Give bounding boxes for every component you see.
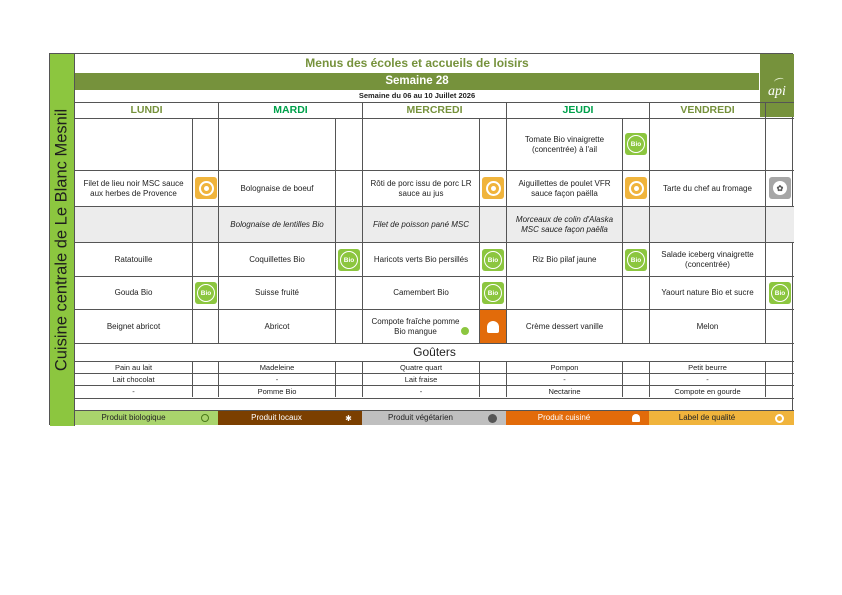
- bio-icon: Bio: [338, 249, 360, 271]
- day-header-mardi: MARDI: [218, 102, 362, 118]
- snack-icon-cell: [335, 361, 362, 373]
- menu-cell: [649, 206, 765, 242]
- week-dates: Semaine du 06 au 10 Juillet 2026: [358, 91, 476, 100]
- menu-item-jeudi-garniture: Riz Bio pilaf jaune: [506, 242, 622, 276]
- snack-icon-cell: [192, 385, 218, 397]
- day-header-lundi: LUNDI: [75, 102, 218, 118]
- snack-cell: -: [75, 385, 192, 397]
- day-header-vendredi: [649, 102, 765, 118]
- kitchen-name: Cuisine centrale de Le Blanc Mesnil: [52, 108, 71, 372]
- menu-item-lundi-dessert: Beignet abricot: [75, 309, 192, 343]
- snack-cell: -: [362, 385, 479, 397]
- icon-cell: [765, 309, 794, 343]
- side-banner: [50, 54, 75, 426]
- icon-cell: [479, 170, 506, 206]
- icon-cell: [335, 118, 362, 170]
- legend-bio-icon: [192, 410, 218, 425]
- icon-cell: [335, 309, 362, 343]
- menu-cell: [75, 118, 192, 170]
- snack-cell: Pain au lait: [75, 361, 192, 373]
- snack-cell: Petit beurre: [649, 361, 765, 373]
- chef-hat-icon: [480, 310, 506, 343]
- snack-cell: Compote en gourde: [649, 385, 765, 397]
- menu-cell: [362, 118, 479, 170]
- menu-item-lundi-garniture: Ratatouille: [75, 242, 192, 276]
- snack-icon-cell: [765, 385, 794, 397]
- snack-icon-cell: [622, 373, 649, 385]
- icon-cell: [765, 118, 794, 170]
- menu-item-vendredi-garniture: Salade iceberg vinaigrette (concentrée): [649, 242, 765, 276]
- bio-icon: Bio: [625, 133, 647, 155]
- icon-cell: [479, 309, 506, 343]
- day-header-vendredi-label: VENDREDI: [680, 104, 735, 116]
- icon-cell: [479, 242, 506, 276]
- menu-item-lundi-plat: Filet de lieu noir MSC sauce aux herbes de Provence: [75, 170, 192, 206]
- menu-item-mercredi-garniture: Haricots verts Bio persillés: [362, 242, 479, 276]
- snack-icon-cell: [335, 373, 362, 385]
- menu-item-mercredi-dessert: Compote fraîche pomme Bio mangue: [362, 309, 479, 343]
- icon-cell: [479, 118, 506, 170]
- icon-cell: [192, 276, 218, 309]
- menu-title: Menus des écoles et accueils de loisirs: [305, 56, 529, 70]
- legend-bio: Produit biologique: [75, 410, 192, 425]
- snack-icon-cell: [479, 361, 506, 373]
- snack-cell: Lait fraise: [362, 373, 479, 385]
- menu-item-vendredi-fromage: Yaourt nature Bio et sucre: [649, 276, 765, 309]
- legend-veg: Produit végétarien: [362, 410, 479, 425]
- legend-local: Produit locaux: [218, 410, 335, 425]
- menu-item-vendredi-dessert: Melon: [649, 309, 765, 343]
- legend-quality: Label de qualité: [649, 410, 765, 425]
- snack-cell: Nectarine: [506, 385, 622, 397]
- day-header-mercredi: MERCREDI: [362, 102, 506, 118]
- bio-icon: Bio: [769, 282, 791, 304]
- menu-item-mardi-fromage: Suisse fruité: [218, 276, 335, 309]
- icon-cell: [479, 206, 506, 242]
- snack-cell: Lait chocolat: [75, 373, 192, 385]
- icon-cell: [192, 309, 218, 343]
- icon-cell: [192, 242, 218, 276]
- icon-cell: [192, 206, 218, 242]
- snack-icon-cell: [335, 385, 362, 397]
- icon-cell: [765, 276, 794, 309]
- icon-cell: [622, 118, 649, 170]
- legend-quality-icon: [765, 410, 794, 425]
- snack-icon-cell: [192, 361, 218, 373]
- snack-cell: Madeleine: [218, 361, 335, 373]
- quality-label-icon: [195, 177, 217, 199]
- quality-label-icon: [482, 177, 504, 199]
- bio-icon: Bio: [482, 282, 504, 304]
- bio-icon: Bio: [482, 249, 504, 271]
- bio-icon: Bio: [625, 249, 647, 271]
- snack-cell: Quatre quart: [362, 361, 479, 373]
- quality-label-icon: [625, 177, 647, 199]
- menu-item-jeudi-alt: Morceaux de colin d'Alaska MSC sauce façon paëlla: [506, 206, 622, 242]
- icon-cell: [335, 206, 362, 242]
- day-header-jeudi: JEUDI: [506, 102, 649, 118]
- vegetarian-icon: ✿: [769, 177, 791, 199]
- menu-item-mercredi-fromage: Camembert Bio: [362, 276, 479, 309]
- leaf-icon: [460, 326, 470, 336]
- snack-icon-cell: [192, 373, 218, 385]
- icon-cell: [335, 276, 362, 309]
- legend-cooked-icon: [622, 410, 649, 425]
- spacer-row: [75, 398, 794, 410]
- menu-item-jeudi-dessert: Crème dessert vanille: [506, 309, 622, 343]
- icon-cell: [192, 118, 218, 170]
- legend-local-icon: ✱: [335, 410, 362, 425]
- icon-cell: [765, 242, 794, 276]
- icon-cell: [335, 242, 362, 276]
- menu-cell: [218, 118, 335, 170]
- week-banner: Semaine 28: [75, 73, 759, 90]
- snack-cell: -: [649, 373, 765, 385]
- icon-cell: [335, 170, 362, 206]
- snack-icon-cell: [479, 385, 506, 397]
- menu-item-mardi-garniture: Coquillettes Bio: [218, 242, 335, 276]
- logo-text: api: [768, 84, 786, 99]
- snack-icon-cell: [765, 373, 794, 385]
- menu-item-jeudi-entree: Tomate Bio vinaigrette (concentrée) à l'ail: [506, 118, 622, 170]
- snack-cell: Pompon: [506, 361, 622, 373]
- snack-cell: Pomme Bio: [218, 385, 335, 397]
- icon-cell: [622, 206, 649, 242]
- menu-item-mercredi-plat: Rôti de porc issu de porc LR sauce au jus: [362, 170, 479, 206]
- icon-cell: [765, 170, 794, 206]
- snack-icon-cell: [479, 373, 506, 385]
- header-spacer: [765, 102, 794, 118]
- menu-cell: [649, 118, 765, 170]
- snack-cell: -: [218, 373, 335, 385]
- snack-cell: -: [506, 373, 622, 385]
- menu-item-vendredi-plat: Tarte du chef au fromage: [649, 170, 765, 206]
- menu-item-jeudi-plat: Aiguillettes de poulet VFR sauce façon paëlla: [506, 170, 622, 206]
- menu-sheet: [49, 53, 793, 425]
- legend-veg-icon: [479, 410, 506, 425]
- snack-icon-cell: [622, 361, 649, 373]
- icon-cell: [192, 170, 218, 206]
- menu-cell: [75, 206, 192, 242]
- menu-cell: [506, 276, 622, 309]
- menu-item-mercredi-alt: Filet de poisson pané MSC: [362, 206, 479, 242]
- menu-item-mardi-alt: Bolognaise de lentilles Bio: [218, 206, 335, 242]
- menu-item-mardi-dessert: Abricot: [218, 309, 335, 343]
- icon-cell: [622, 276, 649, 309]
- icon-cell: [622, 309, 649, 343]
- snack-icon-cell: [622, 385, 649, 397]
- snacks-title: Goûters: [75, 343, 794, 361]
- icon-cell: [622, 170, 649, 206]
- icon-cell: [479, 276, 506, 309]
- legend-cooked: Produit cuisiné: [506, 410, 622, 425]
- bio-icon: Bio: [195, 282, 217, 304]
- icon-cell: [622, 242, 649, 276]
- icon-cell: [765, 206, 794, 242]
- snack-icon-cell: [765, 361, 794, 373]
- menu-item-mardi-plat: Bolognaise de boeuf: [218, 170, 335, 206]
- menu-item-lundi-fromage: Gouda Bio: [75, 276, 192, 309]
